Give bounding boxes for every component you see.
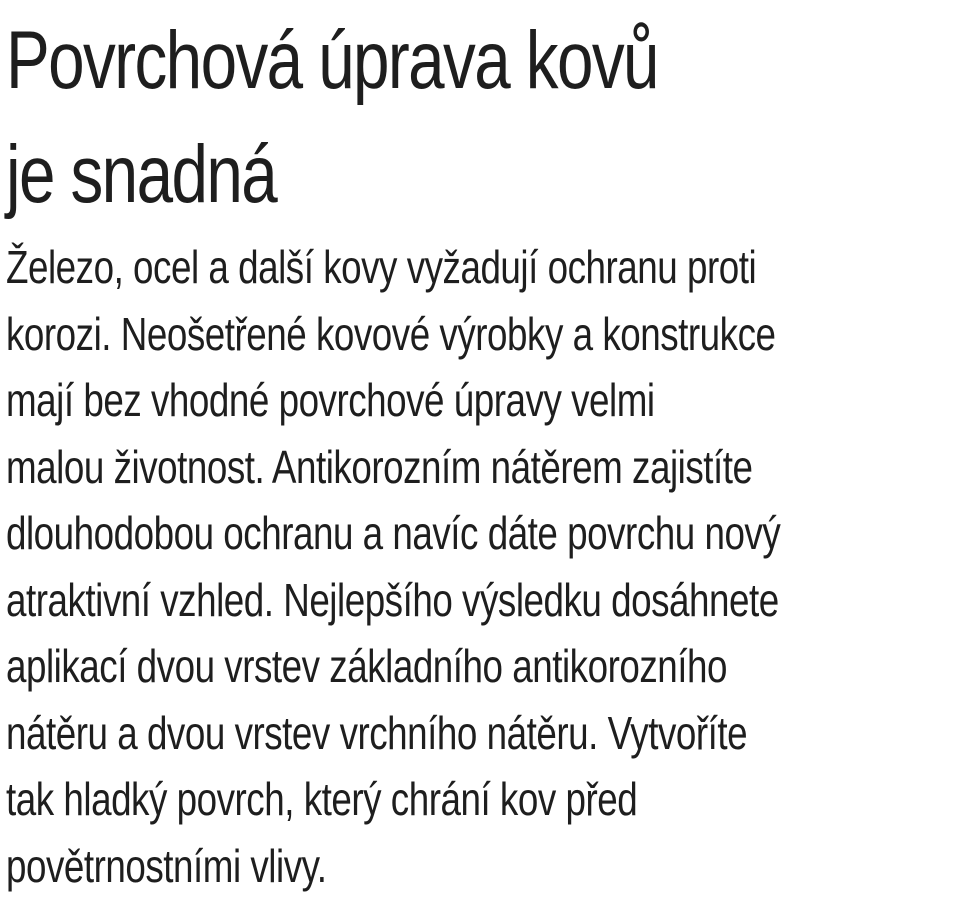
paragraph-line: dlouhodobou ochranu a navíc dáte povrchu nový	[6, 507, 781, 559]
paragraph-line: tak hladký povrch, který chrání kov před	[6, 773, 638, 825]
paragraph-line: nátěru a dvou vrstev vrchního nátěru. Vytvoříte	[6, 706, 748, 759]
article-title	[6, 4, 658, 232]
paragraph-line: atraktivní vzhled. Nejlepšího výsledku dosáhnete	[6, 573, 779, 626]
paragraph-line: Železo, ocel a další kovy vyžadují ochranu proti	[6, 241, 757, 293]
article-paragraph	[6, 234, 780, 899]
paragraph-line: mají bez vhodné povrchové úpravy velmi	[6, 374, 655, 426]
paragraph-line: malou životnost. Antikorozním nátěrem zajistíte	[6, 440, 753, 493]
paragraph-line: aplikací dvou vrstev základního antikorozního	[6, 640, 727, 692]
title-line: Povrchová úprava kovů	[6, 15, 658, 106]
paragraph-line: povětrnostními vlivy.	[6, 839, 327, 892]
title-line: je snadná	[6, 129, 277, 220]
paragraph-line: korozi. Neošetřené kovové výrobky a konstrukce	[6, 307, 776, 360]
